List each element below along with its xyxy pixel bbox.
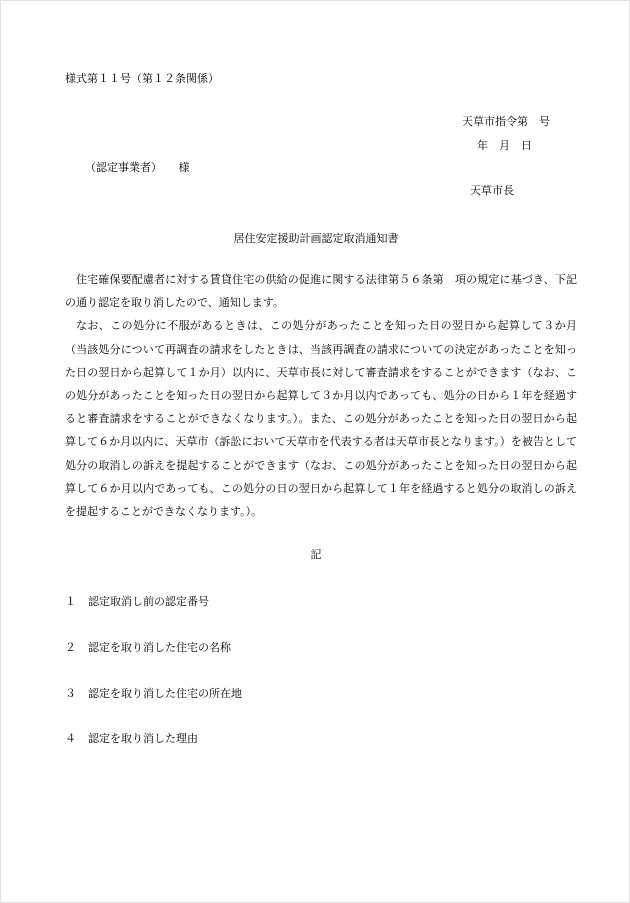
recipient: （認定事業者） 様 (85, 161, 190, 174)
item-number: ４ (65, 732, 76, 745)
list-item-4 (65, 732, 198, 746)
item-label: 認定取消し前の認定番号 (88, 595, 209, 608)
notice-body (65, 268, 577, 523)
sender: 天草市長 (470, 184, 514, 197)
list-item-1 (65, 595, 209, 609)
item-label: 認定を取り消した住宅の名称 (88, 641, 231, 654)
date-line: 年 月 日 (477, 139, 532, 152)
list-item-3 (65, 687, 242, 701)
item-number: １ (65, 595, 76, 608)
form-number: 様式第１１号（第１２条関係） (65, 72, 219, 85)
directive-number: 天草市指令第 号 (462, 115, 550, 128)
body-paragraph-2: なお、この処分に不服があるときは、この処分があったことを知った日の翌日から起算して３か月（当該処分について再調査の請求をしたときは、当該再調査の請求についての決定があったことを知った日の翌日から起算して１か月）以内に、天草市長に対して審査請求をすることができます（なお、この処分があったことを知った日の翌日から起算して３か月以内であっても、処分の日から１年を経過すると審査請求をすることができなくなります。）。また、この処分があったことを知った日の翌日から起算して６か月以内に、天草市（訴訟において天草市を代表する者は天草市長となります。）を被告として処分の取消しの訴えを提起することができます（なお、この処分があったことを知った日の翌日から起算して６か月以内であっても、この処分の日の翌日から起算して１年を経過すると処分の取消しの訴えを提起することができなくなります。）。 (65, 319, 577, 519)
ki-heading: 記 (310, 548, 322, 561)
item-label: 認定を取り消した住宅の所在地 (88, 687, 242, 700)
document-title: 居住安定援助計画認定取消通知書 (233, 232, 399, 245)
list-item-2 (65, 641, 231, 655)
item-number: ３ (65, 687, 76, 700)
item-number: ２ (65, 641, 76, 654)
body-paragraph-1: 住宅確保要配慮者に対する賃貸住宅の供給の促進に関する法律第５６条第 項の規定に基づき、下記の通り認定を取り消したので、通知します。 (65, 273, 577, 310)
item-label: 認定を取り消した理由 (88, 732, 198, 745)
